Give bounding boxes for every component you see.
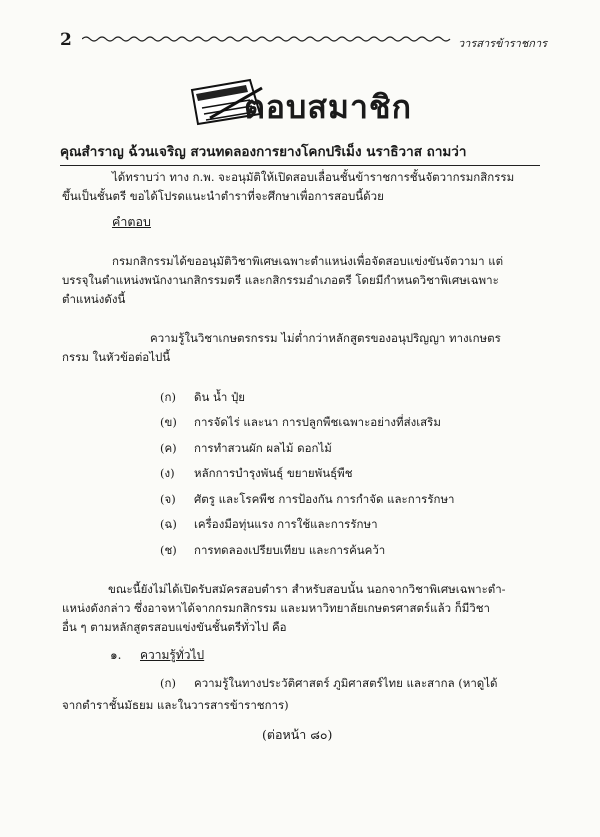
list-marker: (ก) (160, 390, 176, 404)
list-marker: (ข) (160, 415, 177, 429)
journal-name: วารสารข้าราชการ (458, 37, 548, 50)
list-marker: (ก) (160, 676, 176, 690)
answer-paragraph-line: กรมกสิกรรมได้ขออนุมัติวิชาพิเศษเฉพาะตำแหน่งเพื่อจัดสอบแข่งขันจัตวามา แต่ (112, 254, 504, 268)
answer-paragraph-line: ขณะนี้ยังไม่ได้เปิดรับสมัครสอบตำรา สำหรับสอบนั้น นอกจากวิชาพิเศษเฉพาะตำ- (108, 582, 506, 596)
section-heading (110, 646, 204, 665)
answer-paragraph-line: กรรม ในหัวข้อต่อไปนี้ (62, 350, 171, 364)
question-heading: คุณสำราญ ฉ้วนเจริญ สวนทดลองการยางโคกปริเม็ง นราธิวาส ถามว่า (60, 140, 540, 166)
answer-paragraph-line: ความรู้ในวิชาเกษตรกรรม ไม่ต่ำกว่าหลักสูตรของอนุปริญญา ทางเกษตร (150, 331, 501, 345)
section-number: ๑. (110, 648, 122, 662)
list-item (160, 414, 441, 432)
masthead (188, 76, 428, 128)
list-item-text: ศัตรู และโรคพืช การป้องกัน การกำจัด และการรักษา (194, 492, 455, 506)
answer-label: คำตอบ (112, 214, 151, 229)
list-item (160, 440, 332, 458)
list-item-text: การทดลองเปรียบเทียบ และการค้นคว้า (194, 543, 386, 557)
continued-note: (ต่อหน้า ๘๐) (262, 727, 333, 742)
sub-item (160, 675, 498, 693)
question-line: ขึ้นเป็นชั้นตรี ขอได้โปรดแนะนำตำราที่จะศึกษาเพื่อการสอบนี้ด้วย (62, 189, 384, 203)
list-item (160, 465, 353, 483)
list-item-text: หลักการบำรุงพันธุ์ ขยายพันธุ์พืช (194, 466, 353, 480)
list-marker: (ง) (160, 466, 175, 480)
list-item-text: เครื่องมือทุ่นแรง การใช้และการรักษา (194, 517, 378, 531)
masthead-title: ตอบสมาชิก (244, 88, 412, 126)
list-marker: (ช) (160, 543, 177, 557)
list-marker: (จ) (160, 492, 176, 506)
list-item (160, 491, 455, 509)
list-marker: (ฉ) (160, 517, 177, 531)
header-wavy-rule (82, 34, 452, 44)
question-line: ได้ทราบว่า ทาง ก.พ. จะอนุมัติให้เปิดสอบเลื่อนชั้นข้าราชการชั้นจัตวากรมกสิกรรม (112, 170, 515, 184)
answer-paragraph-line: อื่น ๆ ตามหลักสูตรสอบแข่งขันชั้นตรีทั่วไป คือ (62, 620, 287, 634)
sub-item-text: ความรู้ในทางประวัติศาสตร์ ภูมิศาสตร์ไทย และสากล (หาดูได้ (194, 676, 498, 690)
section-title: ความรู้ทั่วไป (140, 648, 205, 662)
list-item (160, 542, 385, 560)
page-number: 2 (60, 30, 72, 50)
answer-paragraph-line: แหน่งดังกล่าว ซึ่งอาจหาได้จากกรมกสิกรรม และมหาวิทยาลัยเกษตรศาสตร์แล้ว ก็มีวิชา (62, 601, 491, 615)
sub-item-text: จากตำราชั้นมัธยม และในวารสารข้าราชการ) (62, 698, 289, 712)
list-marker: (ค) (160, 441, 177, 455)
answer-paragraph-line: บรรจุในตำแหน่งพนักงานกสิกรรมตรี และกสิกรรมอำเภอตรี โดยมีกำหนดวิชาพิเศษเฉพาะ (62, 273, 499, 287)
answer-paragraph-line: ตำแหน่งดังนี้ (62, 292, 126, 306)
list-item (160, 516, 378, 534)
list-item-text: การจัดไร่ และนา การปลูกพืชเฉพาะอย่างที่ส่งเสริม (194, 415, 441, 429)
list-item-text: การทำสวนผัก ผลไม้ ดอกไม้ (194, 441, 332, 455)
list-item-text: ดิน น้ำ ปุ๋ย (194, 390, 245, 404)
list-item (160, 389, 245, 407)
